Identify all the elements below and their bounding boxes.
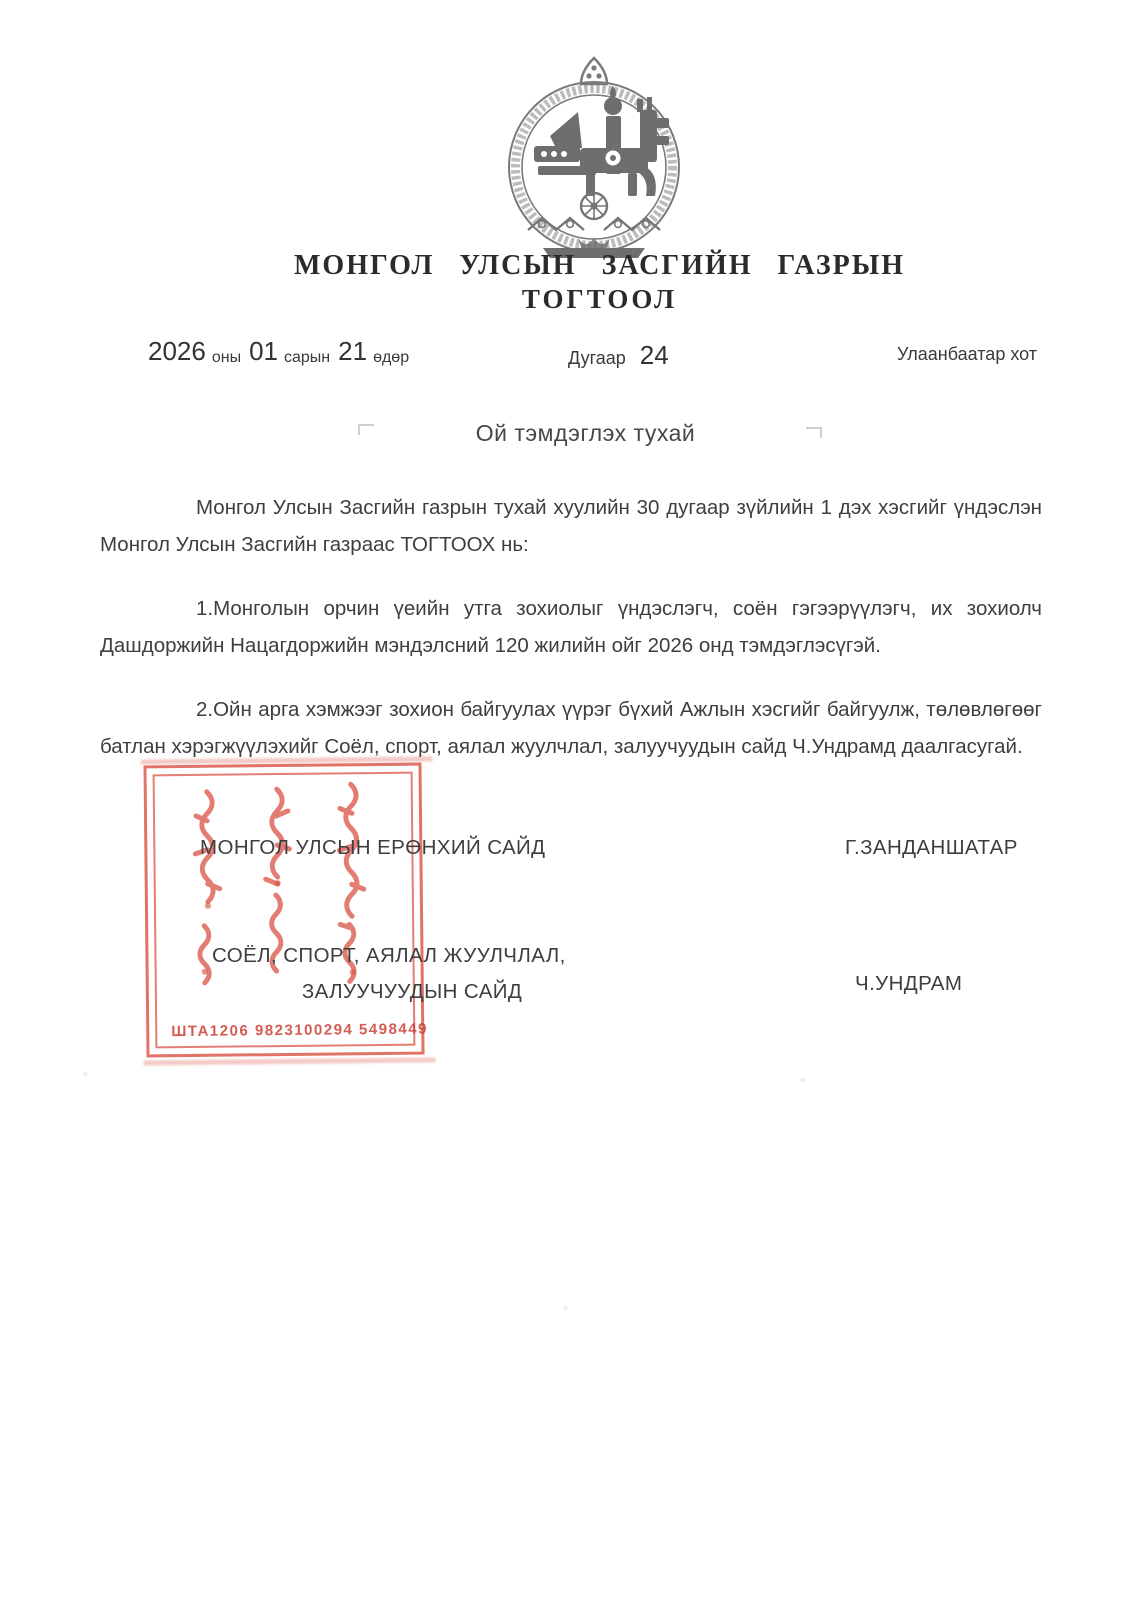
mongolia-state-emblem-icon xyxy=(494,54,694,260)
resolution-item-2: 2.Ойн арга хэмжээг зохион байгуулах үүрэг бүхий Ажлын хэсгийг байгуулж, төлөвлөгөөг батлан хэрэгжүүлэхийг Соёл, спорт, аялал жуулчлал, залуучуудын сайд Ч.Ундрамд даалгасугай. xyxy=(100,698,1042,758)
official-stamp xyxy=(143,763,428,1058)
preamble-paragraph: Монгол Улсын Засгийн газрын тухай хуулийн 30 дугаар зүйлийн 1 дэх хэсгийг үндэслэн Монгол Улсын Засгийн газраас ТОГТООХ нь: xyxy=(100,496,1042,556)
signature-role-pm: МОНГОЛ УЛСЫН ЕРӨНХИЙ САЙД xyxy=(200,836,546,859)
stamp-code: ШТА1206 9823100294 5498449 xyxy=(171,1020,428,1041)
date-month: 01 xyxy=(249,336,278,366)
document-title: Ой тэмдэглэх тухай xyxy=(475,420,696,446)
date-year-label: оны xyxy=(211,349,242,366)
scan-speck xyxy=(800,1078,806,1082)
signature-role-minister xyxy=(212,938,612,1010)
signature-name-pm: Г.ЗАНДАНШАТАР xyxy=(845,836,1018,859)
date-day: 21 xyxy=(338,336,368,366)
date-month-label: сарын xyxy=(284,349,331,366)
decree-number-label: Дугаар xyxy=(568,348,626,368)
scan-speck xyxy=(563,1306,568,1310)
signature-role-minister-line1: СОЁЛ, СПОРТ, АЯЛАЛ ЖУУЛЧЛАЛ, xyxy=(212,944,566,967)
date-day-label: өдөр xyxy=(373,349,410,366)
signature-name-minister: Ч.УНДРАМ xyxy=(855,972,963,995)
city-label: Улаанбаатар хот xyxy=(897,344,1037,364)
decree-number-value: 24 xyxy=(639,340,669,370)
org-title-line2: ТОГТООЛ xyxy=(521,284,678,314)
document-body xyxy=(100,490,1042,793)
meta-row xyxy=(0,336,1131,376)
scan-speck xyxy=(83,1072,88,1076)
date-year: 2026 xyxy=(148,336,206,366)
date-group xyxy=(148,336,417,367)
resolution-item-1: 1.Монголын орчин үеийн утга зохиолыг үндэслэгч, соён гэгээрүүлэгч, их зохиолч Дашдоржийн Нацагдоржийн мэндэлсний 120 жилийн ойг 2026 онд тэмдэглэсүгэй. xyxy=(100,597,1042,657)
org-title xyxy=(34,250,1131,315)
decree-number-group xyxy=(568,340,669,371)
signature-role-minister-line2: ЗАЛУУЧУУДЫН САЙД xyxy=(301,980,523,1003)
org-title-line1: МОНГОЛ УЛСЫН ЗАСГИЙН ГАЗРЫН xyxy=(294,250,905,281)
crop-mark-right-icon xyxy=(806,427,822,438)
